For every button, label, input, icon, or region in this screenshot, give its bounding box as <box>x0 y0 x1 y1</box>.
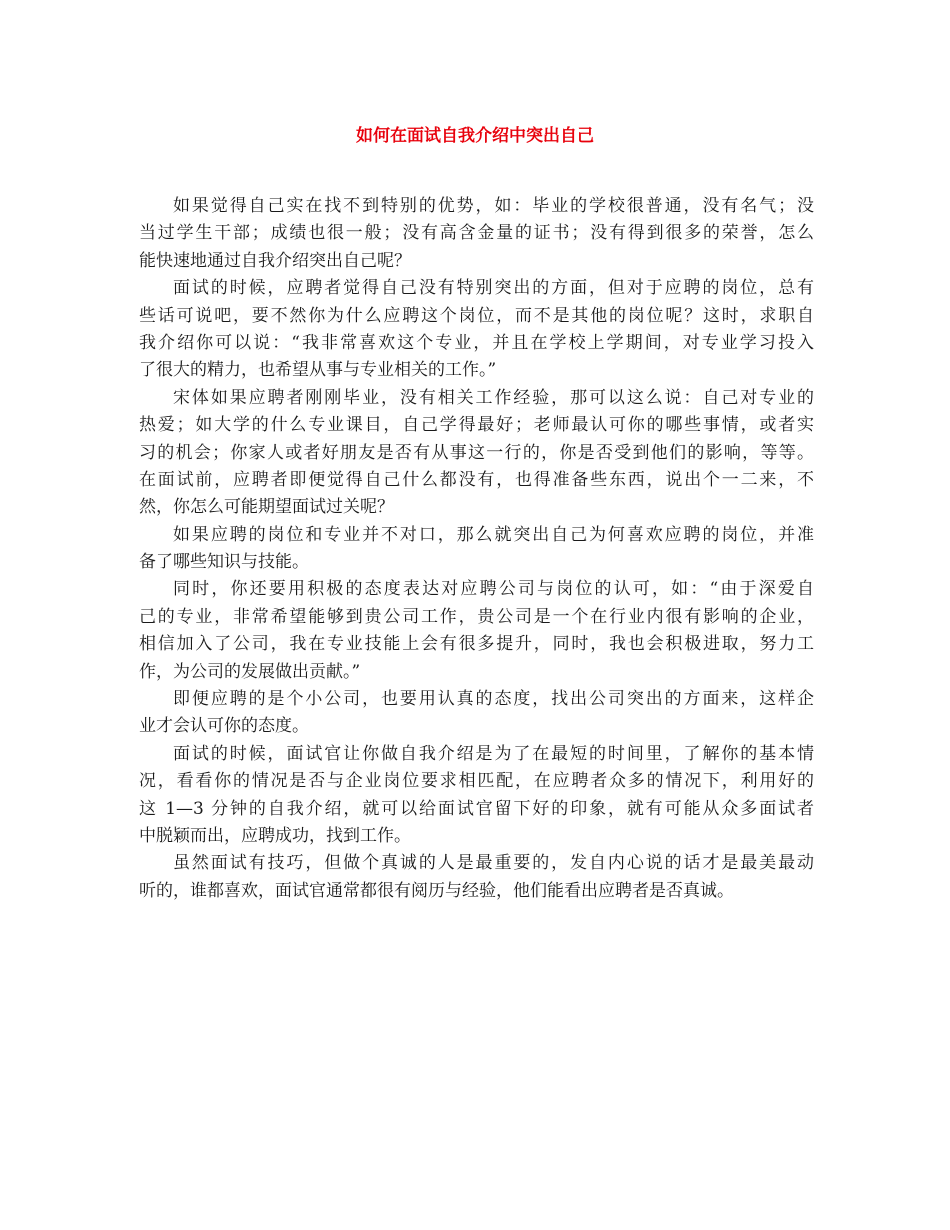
text-line: 业才会认可你的态度。 <box>139 716 309 737</box>
paragraph <box>139 741 814 851</box>
paragraph <box>139 522 814 577</box>
paragraph <box>139 385 814 522</box>
text-line: 面试的时候，应聘者觉得自己没有特别突出的方面，但对于应聘的岗位，总有 <box>173 278 814 299</box>
text-line: 在面试前，应聘者即便觉得自己什么都没有，也得准备些东西，说出个一二来，不 <box>139 469 814 490</box>
text-line: 相信加入了公司，我在专业技能上会有很多提升，同时，我也会积极进取，努力工 <box>139 634 814 655</box>
paragraph <box>139 275 814 385</box>
paragraph <box>139 686 814 741</box>
document-body <box>139 193 814 905</box>
text-line: 了很大的精力，也希望从事与专业相关的工作。” <box>139 360 497 381</box>
text-line: 己的专业，非常希望能够到贵公司工作，贵公司是一个在行业内很有影响的企业， <box>139 606 814 627</box>
text-line: 当过学生干部；成绩也很一般；没有高含金量的证书；没有得到很多的荣誉，怎么 <box>139 223 814 244</box>
text-line: 习的机会；你家人或者好朋友是否有从事这一行的，你是否受到他们的影响，等等。 <box>139 442 814 463</box>
text-line: 中脱颖而出，应聘成功，找到工作。 <box>139 825 411 846</box>
text-line: 我介绍你可以说：“我非常喜欢这个专业，并且在学校上学期间，对专业学习投入 <box>139 332 814 353</box>
paragraph <box>139 576 814 686</box>
text-line: 如果觉得自己实在找不到特别的优势，如：毕业的学校很普通，没有名气；没 <box>173 196 814 216</box>
text-line: 然，你怎么可能期望面试过关呢？ <box>139 497 394 518</box>
text-line: 备了哪些知识与技能。 <box>139 552 309 573</box>
text-line: 热爱；如大学的什么专业课目，自己学得最好；老师最认可你的哪些事情，或者实 <box>139 415 814 436</box>
paragraph <box>139 193 814 275</box>
text-line: 作，为公司的发展做出贡献。” <box>139 661 361 682</box>
paragraph <box>139 850 814 905</box>
text-line: 能快速地通过自我介绍突出自己呢？ <box>139 250 411 271</box>
text-line: 宋体如果应聘者刚刚毕业，没有相关工作经验，那可以这么说：自己对专业的 <box>173 387 814 408</box>
text-line: 况，看看你的情况是否与企业岗位要求相匹配，在应聘者众多的情况下，利用好的 <box>139 771 814 792</box>
text-line: 听的，谁都喜欢，面试官通常都很有阅历与经验，他们能看出应聘者是否真诚。 <box>139 880 734 901</box>
text-line: 同时，你还要用积极的态度表达对应聘公司与岗位的认可，如：“由于深爱自 <box>173 579 814 600</box>
text-line: 这 1—3 分钟的自我介绍，就可以给面试官留下好的印象，就有可能从众多面试者 <box>139 798 814 819</box>
text-line: 虽然面试有技巧，但做个真诚的人是最重要的，发自内心说的话才是最美最动 <box>173 853 814 874</box>
text-line: 即便应聘的是个小公司，也要用认真的态度，找出公司突出的方面来，这样企 <box>173 689 814 710</box>
text-line: 些话可说吧，要不然你为什么应聘这个岗位，而不是其他的岗位呢？这时，求职自 <box>139 305 814 326</box>
text-line: 面试的时候，面试官让你做自我介绍是为了在最短的时间里，了解你的基本情 <box>173 743 814 764</box>
text-line: 如果应聘的岗位和专业并不对口，那么就突出自己为何喜欢应聘的岗位，并准 <box>173 524 814 545</box>
document-title: 如何在面试自我介绍中突出自己 <box>356 126 594 146</box>
